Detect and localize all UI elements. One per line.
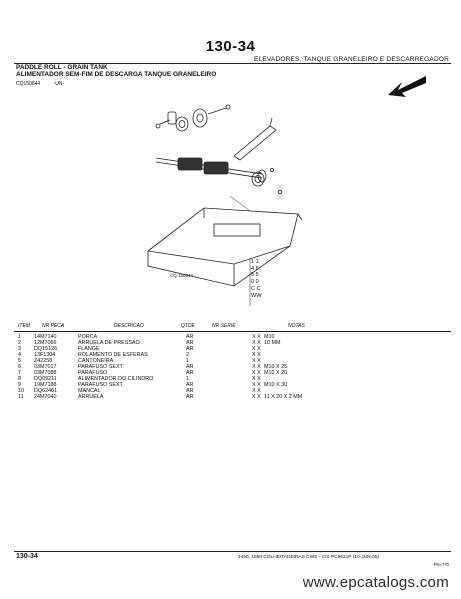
row-part: 12M7066 xyxy=(34,340,57,346)
row-ww: X X xyxy=(252,352,261,358)
row-item: 9 xyxy=(18,382,21,388)
row-part: DQ15126 xyxy=(34,346,58,352)
ww-code-line: 0 0 xyxy=(251,279,259,286)
row-ww: X X xyxy=(252,370,261,376)
row-ww: X X xyxy=(252,340,261,346)
ww-code-column xyxy=(251,259,261,299)
row-desc: ARRUELA DE PRESSAO xyxy=(78,340,140,346)
ww-code-line: 4 5 xyxy=(251,265,259,272)
section-title: ELEVADORES, TANQUE GRANELEIRO E DESCARREGADOR xyxy=(253,56,449,63)
footer-page-number: 130-34 xyxy=(16,553,38,560)
row-item: 7 xyxy=(18,370,21,376)
footer-code: PN=770 xyxy=(433,562,449,567)
row-part: 03M7017 xyxy=(34,364,57,370)
table-row xyxy=(0,394,461,400)
row-part: 24M7040 xyxy=(34,394,57,400)
row-item: 10 xyxy=(18,388,24,394)
table-header-rule xyxy=(14,331,451,332)
row-part: 14M7140 xyxy=(34,334,57,340)
row-desc: CANTONEIRA xyxy=(78,358,114,364)
row-desc: ALIMENTADOR DO CILINDRO xyxy=(78,376,154,382)
col-header-desc: DESCRICAO xyxy=(114,323,144,329)
row-item: 5 xyxy=(18,358,21,364)
row-note: M10 X 20 xyxy=(264,370,288,376)
angle-bracket xyxy=(234,118,282,194)
paddle-shaft xyxy=(156,158,266,182)
ref-suffix: -UN- xyxy=(53,81,65,87)
ww-code-line: C C xyxy=(251,285,261,292)
row-item: 11 xyxy=(18,394,24,400)
row-qty: 1 xyxy=(186,376,189,382)
row-note: M10 X 30 xyxy=(264,382,288,388)
row-qty: AR xyxy=(186,340,194,346)
row-part: 03M7088 xyxy=(34,370,57,376)
row-note: M10 xyxy=(264,334,275,340)
row-qty: AR xyxy=(186,346,194,352)
ref-code: CQ150844 xyxy=(16,81,41,87)
row-part: DQ62461 xyxy=(34,388,58,394)
ww-code-line: 1 1 xyxy=(251,259,259,265)
row-part: 19M7188 xyxy=(34,382,57,388)
group-title-en: PADDLE ROLL - GRAIN TANK xyxy=(16,64,108,71)
row-ww: X X xyxy=(252,346,261,352)
row-ww: X X xyxy=(252,376,261,382)
row-part: Z42258 xyxy=(34,358,53,364)
row-item: 2 xyxy=(18,340,21,346)
row-desc: ROLAMENTO DE ESFERAS xyxy=(78,352,148,358)
row-qty: AR xyxy=(186,382,194,388)
row-ww: X X xyxy=(252,358,261,364)
callout-leaders xyxy=(230,196,250,306)
row-ww: X X xyxy=(252,394,261,400)
row-desc: FLANGE xyxy=(78,346,100,352)
flange-assembly xyxy=(156,105,230,131)
row-ww: X X xyxy=(252,388,261,394)
row-note: M10 X 25 xyxy=(264,364,288,370)
row-item: 6 xyxy=(18,364,21,370)
ww-header: WW xyxy=(251,292,262,299)
row-qty: AR xyxy=(186,388,194,394)
row-part: DQ09211 xyxy=(34,376,57,382)
watermark-link[interactable]: www.epcatalogs.com xyxy=(302,574,449,591)
row-desc: PORCA xyxy=(78,334,98,340)
col-header-qty: QTDE xyxy=(181,323,195,329)
row-desc: PARAFUSO SEXT. xyxy=(78,382,124,388)
col-header-item: ITEM xyxy=(18,323,30,329)
parts-exploded-diagram xyxy=(130,96,330,311)
row-qty: 1 xyxy=(186,358,189,364)
row-note: 10 MM xyxy=(264,340,281,346)
row-item: 8 xyxy=(18,376,21,382)
footer-rule xyxy=(14,551,451,552)
row-qty: AR xyxy=(186,334,194,340)
col-header-serial: NR SERIE xyxy=(212,323,236,329)
row-ww: X X xyxy=(252,364,261,370)
row-desc: ARRUELA xyxy=(78,394,104,400)
col-header-notes: NOTAS xyxy=(288,323,305,329)
row-ww: X X xyxy=(252,382,261,388)
row-qty: AR xyxy=(186,394,194,400)
page-number: 130-34 xyxy=(205,38,256,55)
row-desc: MANCAL xyxy=(78,388,101,394)
row-item: 4 xyxy=(18,352,21,358)
row-note: 11 X 20 X 2 MM xyxy=(264,394,303,400)
row-qty: AR xyxy=(186,370,194,376)
row-ww: X X xyxy=(252,334,261,340)
row-qty: AR xyxy=(186,364,194,370)
reference-line xyxy=(16,81,76,87)
footer-title: 1450, 1550 COLHEITADEIRAS CWS - CIS PC9621P (10-JUN-05) xyxy=(238,555,380,560)
direction-arrow-icon xyxy=(388,73,428,103)
row-desc: PARAFUSO SEXT. xyxy=(78,364,124,370)
row-qty: 2 xyxy=(186,352,189,358)
row-part: 13F1304 xyxy=(34,352,56,358)
row-desc: PARAFUSO xyxy=(78,370,108,376)
group-title-pt: ALIMENTADOR SEM-FIM DE DESCARGA TANQUE GRANELEIRO xyxy=(16,71,217,78)
figure-caption: CQ 150844 xyxy=(170,273,194,278)
col-header-part: NR PECA xyxy=(42,323,65,329)
row-item: 3 xyxy=(18,346,21,352)
ww-code-line: 5 5 xyxy=(251,272,259,279)
row-item: 1 xyxy=(18,334,21,340)
